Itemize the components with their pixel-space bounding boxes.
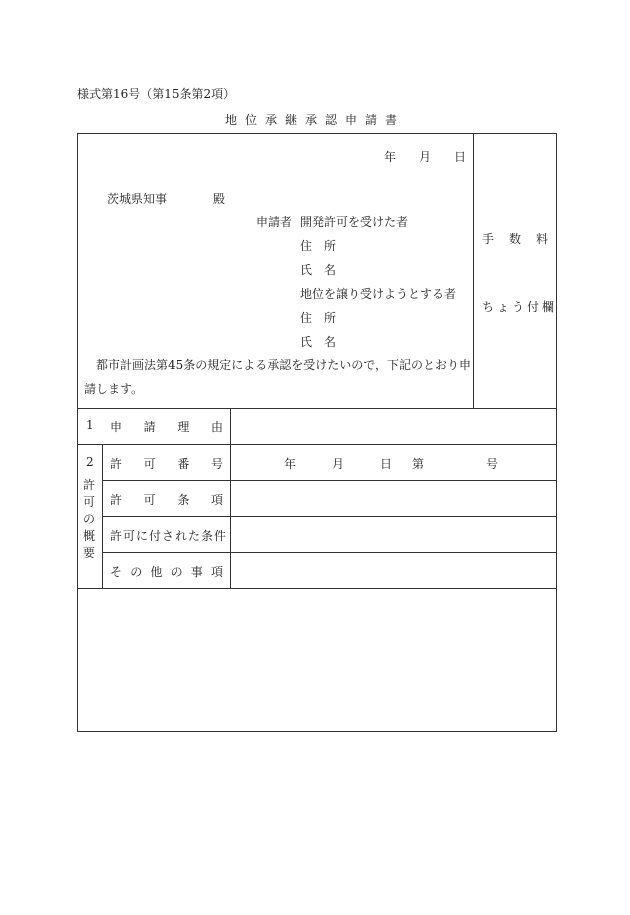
permit-number-year: 年: [284, 457, 297, 471]
label-char: の: [82, 512, 95, 526]
row-divider-2: [77, 444, 557, 445]
application-reason-value[interactable]: [231, 409, 556, 444]
addressee: 茨城県知事: [107, 192, 168, 206]
label-char: 項: [210, 565, 223, 579]
fee-label: [482, 230, 548, 247]
fee-label-char: 料: [535, 232, 548, 246]
group-column-divider: [102, 444, 103, 589]
other-matters-value[interactable]: [231, 553, 556, 588]
successor-address-label: 住 所: [300, 311, 337, 325]
permit-holder-label: 開発許可を受けた者: [300, 215, 409, 229]
permit-clause-label: [110, 491, 223, 508]
permit-number-label: [110, 455, 223, 472]
permit-conditions-label: 許可に付された条件: [110, 529, 228, 543]
date-line: [384, 148, 466, 165]
label-char: 要: [82, 546, 95, 560]
label-char: 請: [143, 420, 156, 434]
successor-name-label: 氏 名: [300, 335, 337, 349]
row-2-number: 2: [86, 455, 94, 469]
permit-holder-address-label: 住 所: [300, 239, 337, 253]
label-char: 可: [82, 495, 95, 509]
stamp-label: ちょう付欄: [482, 300, 558, 314]
permit-holder-name-label: 氏 名: [300, 263, 337, 277]
label-char: 番: [177, 457, 190, 471]
document-title: 地位承継承認申請書: [224, 113, 405, 127]
permit-summary-group-label: [82, 477, 96, 562]
date-day-label: 日: [453, 150, 466, 164]
statement-line-1: 都市計画法第45条の規定による承認を受けたいので，下記のとおり申: [84, 358, 472, 372]
label-char: 号: [210, 457, 223, 471]
date-year-label: 年: [384, 150, 397, 164]
applicant-label: 申請者: [256, 215, 293, 229]
permit-number-no: 第: [412, 457, 425, 471]
permit-number-suffix: 号: [486, 457, 499, 471]
statement-line-2: 請します。: [84, 382, 144, 396]
reception-area[interactable]: [78, 589, 556, 731]
label-char: 許: [110, 457, 123, 471]
permit-number-month: 月: [332, 457, 345, 471]
label-char: 可: [143, 493, 156, 507]
label-char: 他: [150, 565, 163, 579]
label-char: 項: [210, 493, 223, 507]
label-char: そ: [110, 565, 123, 579]
table-right-border: [556, 133, 557, 732]
label-char: 可: [143, 457, 156, 471]
fee-label-char: 手: [482, 232, 495, 246]
date-month-label: 月: [418, 150, 431, 164]
fee-box-divider: [473, 133, 474, 408]
label-char: 許: [110, 493, 123, 507]
label-char: 理: [177, 420, 190, 434]
label-char: 概: [82, 529, 95, 543]
table-bottom-border: [77, 731, 557, 732]
label-char: の: [170, 565, 183, 579]
table-top-border: [77, 133, 557, 134]
permit-number-day: 日: [380, 457, 393, 471]
row-1-number: 1: [86, 418, 94, 432]
label-char: 申: [110, 420, 123, 434]
other-matters-label: [110, 563, 223, 580]
label-char: 事: [190, 565, 203, 579]
successor-label: 地位を譲り受けようとする者: [300, 287, 457, 301]
permit-clause-value[interactable]: [231, 481, 556, 516]
label-char: の: [130, 565, 143, 579]
fee-label-char: 数: [508, 232, 521, 246]
form-number: 様式第16号（第15条第2項）: [77, 87, 236, 101]
label-char: 条: [177, 493, 190, 507]
application-reason-label: [110, 418, 223, 435]
label-char: 許: [82, 478, 95, 492]
permit-conditions-value[interactable]: [231, 517, 556, 552]
honorific: 殿: [213, 192, 226, 206]
label-char: 由: [210, 420, 223, 434]
